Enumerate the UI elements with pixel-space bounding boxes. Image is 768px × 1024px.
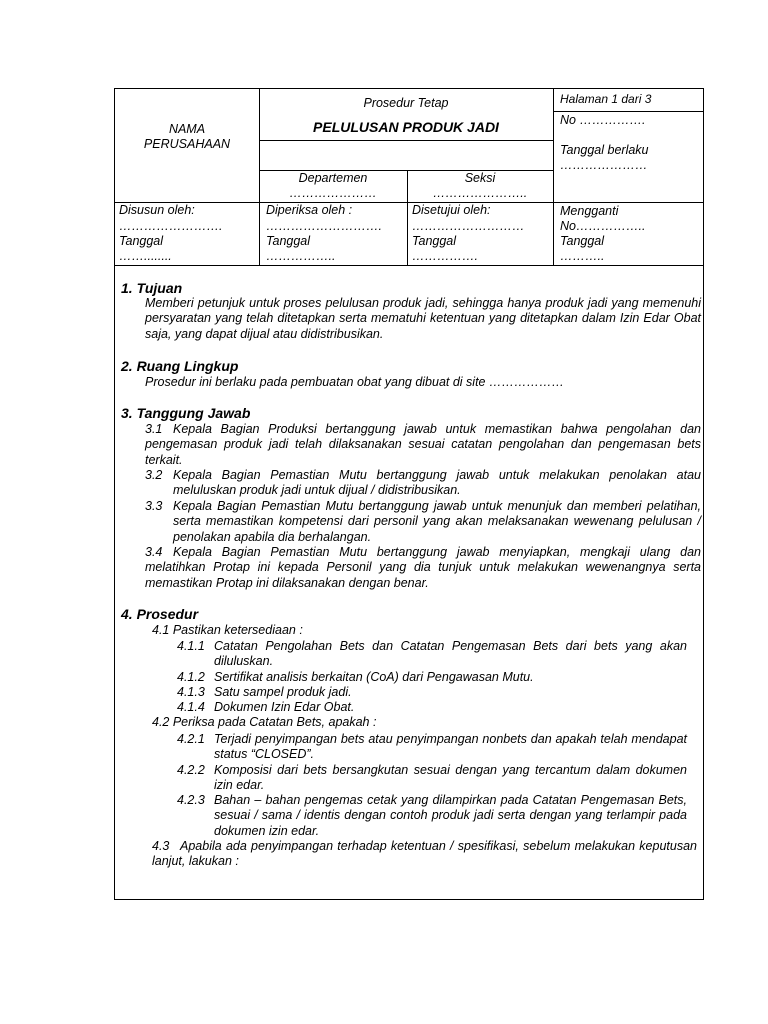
item-number: 4.2.1 <box>177 732 205 746</box>
item-number: 3.1 <box>145 422 163 436</box>
list-item <box>145 468 701 499</box>
list-item <box>177 639 687 670</box>
list-item <box>177 670 687 685</box>
list-item <box>145 545 701 591</box>
approved-by-label: Disetujui oleh: <box>412 203 491 217</box>
item-number: 4.2.2 <box>177 763 205 777</box>
item-text: Catatan Pengolahan Bets dan Catatan Pengemasan Bets dari bets yang akan diluluskan. <box>214 639 687 669</box>
section-label: Seksi <box>464 171 496 185</box>
prepared-date-dots: ……........ <box>119 249 172 263</box>
item-text: Kepala Bagian Pemastian Mutu bertanggung jawab untuk melakukan penolakan atau meluluskan produk jadi untuk dijual / didistribusikan. <box>173 468 701 498</box>
section-heading-ruang-lingkup: 2. Ruang Lingkup <box>121 358 239 374</box>
grid-line <box>553 89 554 265</box>
list-item <box>177 763 687 794</box>
ruang-lingkup-text: Prosedur ini berlaku pada pembuatan obat yang dibuat di site ……………… <box>145 375 564 389</box>
grid-line <box>115 265 704 266</box>
item-text: Kepala Bagian Pemastian Mutu bertanggung jawab untuk menunjuk dan memberi pelatihan, serta memastikan kompetensi dari personil yang akan melaksanakan wewenang pelulusan / penolakan apabila dia berhalangan. <box>173 499 701 544</box>
company-name: NAMA PERUSAHAAN <box>143 122 231 151</box>
grid-line <box>115 202 704 203</box>
list-item <box>145 499 701 545</box>
item-text: Bahan – bahan pengemas cetak yang dilampirkan pada Catatan Pengemasan Bets, sesuai / sama / identis dengan contoh produk jadi serta dengan yang terlampir pada dokumen izin edar. <box>214 793 687 838</box>
item-text: Apabila ada penyimpangan terhadap ketentuan / spesifikasi, sebelum melakukan keputusan lanjut, lakukan : <box>152 839 697 869</box>
item-text: Sertifikat analisis berkaitan (CoA) dari Pengawasan Mutu. <box>214 670 534 684</box>
item-number: 4.2.3 <box>177 793 205 807</box>
subsection-4-2: 4.2 Periksa pada Catatan Bets, apakah : <box>152 715 377 729</box>
item-text: Kepala Bagian Pemastian Mutu bertanggung jawab menyiapkan, mengkaji ulang dan melatihkan Protap ini kepada Personil yang dia tunjuk untuk melakukan wewenangnya serta memastikan Protap ini dilaksanakan dengan benar. <box>145 545 701 590</box>
checked-by-dots: ………………………. <box>266 219 382 233</box>
approved-date-dots: ……………. <box>412 249 478 263</box>
subsection-4-1: 4.1 Pastikan ketersediaan : <box>152 623 303 637</box>
prepared-by-dots: ……………………. <box>119 219 223 233</box>
doc-title: PELULUSAN PRODUK JADI <box>313 119 499 135</box>
prepared-date-label: Tanggal <box>119 234 164 248</box>
subsection-4-3 <box>152 839 697 870</box>
checked-date-label: Tanggal <box>266 234 311 248</box>
department-dots: ………………… <box>289 186 377 200</box>
item-text: Satu sampel produk jadi. <box>214 685 352 699</box>
approved-by-dots: ……………………… <box>412 219 525 233</box>
grid-line <box>259 140 553 141</box>
page-info: Halaman 1 dari 3 <box>560 92 652 106</box>
effective-date-label: Tanggal berlaku <box>560 143 649 157</box>
item-number: 3.3 <box>145 499 163 513</box>
department-label: Departemen <box>298 171 368 185</box>
replaces-date-label: Tanggal <box>560 234 605 248</box>
prepared-by-label: Disusun oleh: <box>119 203 195 217</box>
section-heading-tanggung-jawab: 3. Tanggung Jawab <box>121 405 251 421</box>
tujuan-text: Memberi petunjuk untuk proses pelulusan produk jadi, sehingga hanya produk jadi yang memenuhi persyaratan yang telah ditetapkan serta mematuhi ketentuan yang ditetapkan dalam Izin Edar Obat saja, yang dapat dijual atau didistribusikan. <box>145 296 701 341</box>
replaces-label: Mengganti <box>560 204 619 218</box>
checked-by-label: Diperiksa oleh : <box>266 203 353 217</box>
list-item <box>145 422 701 468</box>
checked-date-dots: …………….. <box>266 249 336 263</box>
item-number: 4.1.3 <box>177 685 205 699</box>
item-text: Dokumen Izin Edar Obat. <box>214 700 355 714</box>
item-text: Terjadi penyimpangan bets atau penyimpangan nonbets dan apakah telah mendapat status “CLOSED”. <box>214 732 687 762</box>
list-item <box>177 793 687 839</box>
item-text: Kepala Bagian Produksi bertanggung jawab untuk memastikan bahwa pengolahan dan pengemasan produk jadi telah dilaksanakan sesuai catatan pengolahan dan pengemasan bets terkait. <box>145 422 701 467</box>
section-dots: ………………….. <box>432 186 528 200</box>
item-number: 4.1.1 <box>177 639 205 653</box>
document-frame <box>114 88 704 900</box>
doc-type: Prosedur Tetap <box>363 96 449 110</box>
item-number: 4.3 <box>152 839 170 853</box>
list-item <box>177 700 687 715</box>
section-heading-prosedur: 4. Prosedur <box>121 606 199 622</box>
doc-number: No ……………. <box>560 113 646 127</box>
replaces-number: No…………….. <box>560 219 646 233</box>
section-heading-tujuan: 1. Tujuan <box>121 280 183 296</box>
list-item <box>177 732 687 763</box>
list-item <box>177 685 687 700</box>
item-number: 4.1.4 <box>177 700 205 714</box>
item-number: 3.2 <box>145 468 163 482</box>
effective-date-dots: ………………… <box>560 158 648 172</box>
item-number: 4.1.2 <box>177 670 205 684</box>
item-number: 3.4 <box>145 545 163 559</box>
grid-line <box>553 111 704 112</box>
approved-date-label: Tanggal <box>412 234 457 248</box>
replaces-date-dots: ……….. <box>560 249 605 263</box>
item-text: Komposisi dari bets bersangkutan sesuai dengan yang tercantum dalam dokumen izin edar. <box>214 763 687 793</box>
